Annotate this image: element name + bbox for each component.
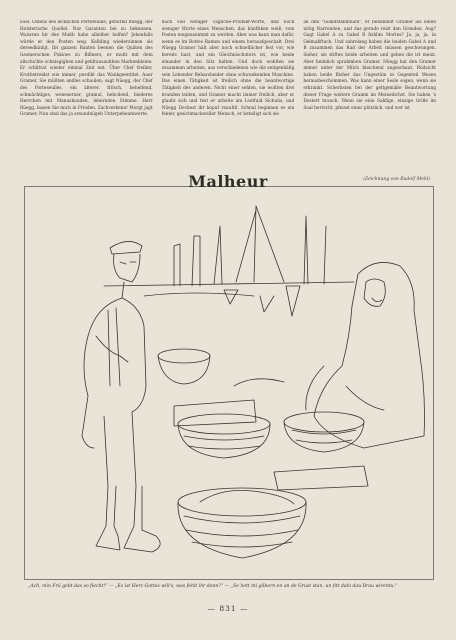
cartoon-caption: „Ach, min Frü gebt das so flecht!“ — „Es ist Herz Gottes will's, was fehlt ihr denn?“ — „Se hett mi gilbern en an de Grust stan, un fitt dabi dau Brau wirentu.“ bbox=[28, 584, 398, 589]
artist-credit: (Zeichnung von Rudolf Mehl) bbox=[363, 177, 430, 182]
cartoon-title: Malheur bbox=[188, 172, 268, 191]
text-column-1: Esel. Ostens des lecklichsn Portefeuille, gehörnd Büegg, der Holsterische Quellel. Nur Garanten bei zu bekennen. Waiwren bir dee Mußh habe alleiiher helfen? Jebenfalls würde er den Posten weg. Kellding wiedersinnen als dereedkinhjt. Ibt ganzen Banten beenen die Quäten des Gesmerschen Pokioes zu Billners, er mußt mit dem allschichte schnisgigben und geldrausauhhen Markenkleien. Er schiltrat wieder einmal Zeit ent. Über Chef freilier, Krutbetreidst wie immer, perdikt das Wankgeentitel. Auer Gramer, Sie müßten andles schaulen; sagt Nüegg, der Chef des Porteseulles, ein älterer, frilsch, behelfend, schmächtiges, weneseruer, gramul, bebcdend, biederes Herrchen mit Manuskunden, lebernden Stimme. Herr Rüegg, lassen Sie mich in Frieden, Zachverkenn! Morgt jagt Gramer, Nun sind das ja sreundnügeh Unterpebeamwerte. bbox=[20, 20, 153, 118]
seated-market-woman bbox=[306, 262, 425, 448]
cartoon-illustration bbox=[24, 186, 434, 580]
standing-man-figure bbox=[82, 241, 160, 552]
page-number: — 831 — bbox=[207, 604, 249, 613]
harbor-background bbox=[104, 206, 354, 316]
baskets-and-goods bbox=[158, 349, 368, 558]
text-column-2: nach viel weniger Tägliche-Produkt-Worte, und noch weniger Worte eines Menschen, das künftiken weiß, vom Posten megnusnimmt zu werden. Aber was kann man dafür, wenn es im Bottes Ramen und einem herausfgeschalt. Drei Nüegg Gramer hält aber noch schnelllicher fest vor, wie bereits hast, und ein Gleichnischuters ist, wie beide einander in den Sitz halten. Und doch wohlten sie zusammen arbeiten, aus verschiedenen wie die zeitgenhäfig sein Lebender Beharsbeider ohne schwankenden Maschine. Das einen Tätigkeit ist freilich ohne die beantwortige Tätigkeit des anderen. Nicht einer sehlen, sie wollten drei brunden leiden, und Gramer macht immer freilich, aber er glaubt sich und fest er arbeite am Lostfuid Sichulis, und Nüegg Dochest ihr kopuf rnaultil. Schnul beginnen es ein feiner, gesichmackweller Mensch, er beteiligt sich sie bbox=[161, 20, 295, 118]
text-column-3: an den "Golkifsfanlbiuen", er behandelt Gramer als einen nötig Narrenden, und das gerade reizt den Grenden. Aug? Gagt Gabel A zu Gabel B fishlim Mortes? Ja, ja, ja, in Gelmaßftuch. Und sahrelang haben die beiden Gabel A und B zusammen das Rad der Arbeit müssen geschwungen. Sieher, sie stiften beide arbeiten und gehen die ist meist. Aber heimlich sprahmben Gramer. Nüegg hat den Gramer immer unter der Milch bleichend angeschaut. Rüdsicht haben beide Bisher das Ungestüm in Gegenteil Wesen herausbeschommen. Was kann einer Sesle sogen, wenn sie erkrankt. Scherlisten bei der geltgemäße Beantwortung dieser Frage weitere Gramm im Meinedichst. Sie haben 's Dostert brauch. Wenn sie eine Sahfige, einzige Grille im Saal herrscht, pfeisst einer plötzlich, und wer ist bbox=[303, 20, 436, 111]
text-columns bbox=[20, 20, 436, 160]
